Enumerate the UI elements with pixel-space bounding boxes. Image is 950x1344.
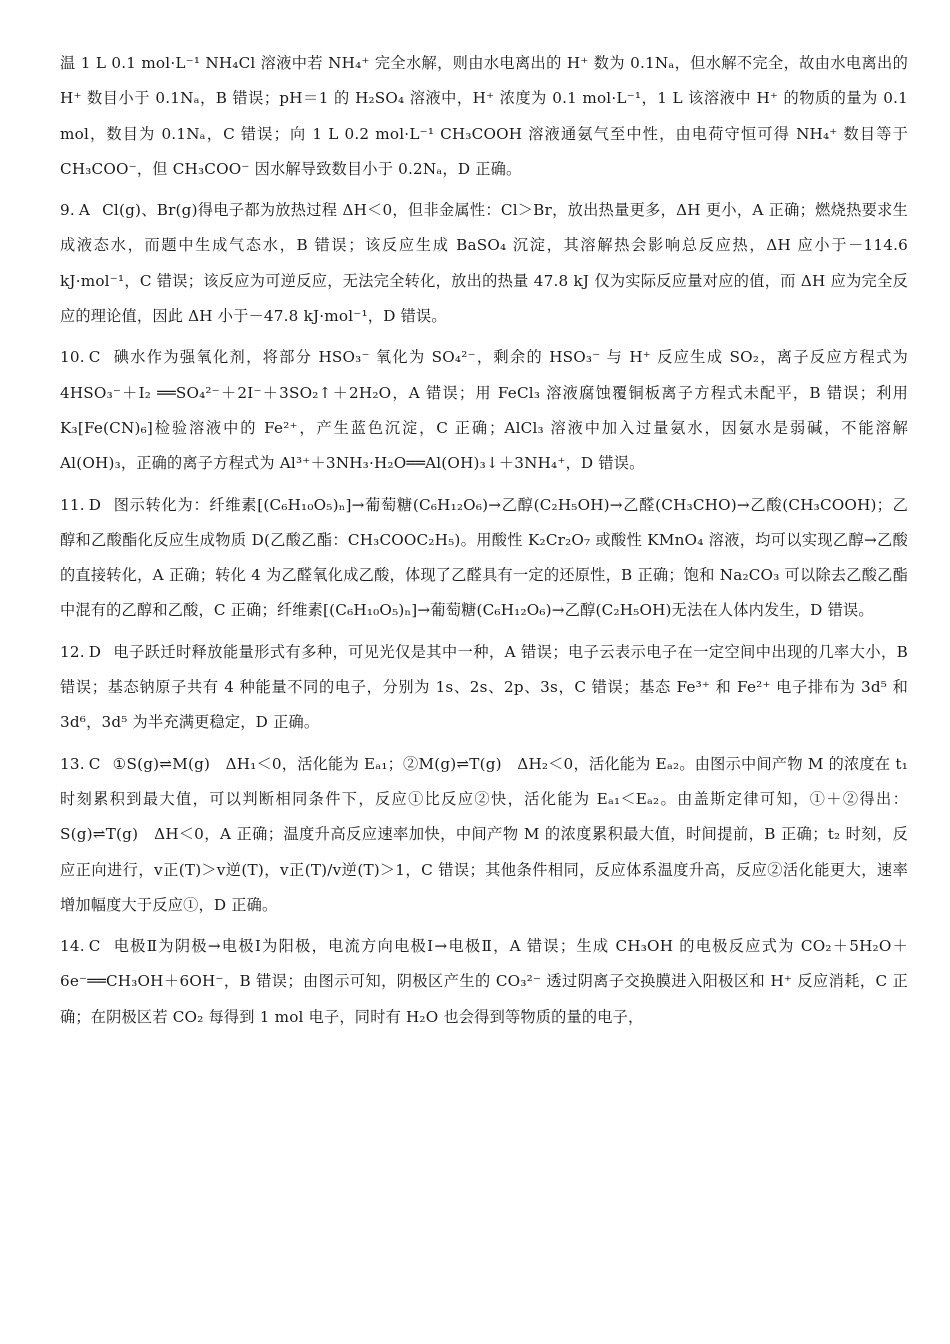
question-number: 14.: [60, 937, 85, 956]
answer-letter: C: [88, 754, 101, 773]
answer-letter: A: [78, 201, 91, 220]
paragraph-q8-continued: [60, 46, 908, 187]
paragraph-text: 电子跃迁时释放能量形式有多种，可见光仅是其中一种，A 错误；电子云表示电子在一定空间中出现的几率大小，B 错误；基态钠原子共有 4 种能量不同的电子，分别为 1s、2s、2p、3s，C 错误；基态 Fe³⁺ 和 Fe²⁺ 电子排布为 3d⁵ 和 3d⁶，3d⁵ 为半充满更稳定，D 正确。: [60, 642, 908, 732]
question-number: 9.: [60, 201, 75, 220]
paragraph-q9: [60, 193, 908, 334]
paragraph-text: 电极Ⅱ为阴极→电极Ⅰ为阳极，电流方向电极Ⅰ→电极Ⅱ，A 错误；生成 CH₃OH 的电极反应式为 CO₂＋5H₂O＋6e⁻══CH₃OH＋6OH⁻，B 错误；由图示可知，阴极区产生的 CO₃²⁻ 透过阴离子交换膜进入阳极区和 H⁺ 反应消耗，C 正确；在阴极区若 CO₂ 每得到 1 mol 电子，同时有 H₂O 也会得到等物质的量的电子，: [60, 937, 908, 1026]
paragraph-text: 图示转化为：纤维素[(C₆H₁₀O₅)ₙ]→葡萄糖(C₆H₁₂O₆)→乙醇(C₂H₅OH)→乙醛(CH₃CHO)→乙酸(CH₃COOH)；乙醇和乙酸酯化反应生成物质 D(乙酸乙酯：CH₃COOC₂H₅)。用酸性 K₂Cr₂O₇ 或酸性 KMnO₄ 溶液，均可以实现乙醇→乙酸的直接转化，A 正确；转化 4 为乙醛氧化成乙酸，体现了乙醛具有一定的还原性，B 正确；饱和 Na₂CO₃ 可以除去乙酸乙酯中混有的乙醇和乙酸，C 正确；纤维素[(C₆H₁₀O₅)ₙ]→葡萄糖(C₆H₁₂O₆)→乙醇(C₂H₅OH)无法在人体内发生，D 错误。: [60, 495, 908, 620]
paragraph-q12: [60, 635, 908, 741]
paragraph-text: Cl(g)、Br(g)得电子都为放热过程 ΔH＜0，但非金属性：Cl＞Br，放出热量更多，ΔH 更小，A 正确；燃烧热要求生成液态水，而题中生成气态水，B 错误；该反应生成 BaSO₄ 沉淀，其溶解热会影响总反应热，ΔH 应小于－114.6 kJ·mol⁻¹，C 错误；该反应为可逆反应，无法完全转化，放出的热量 47.8 kJ 仅为实际反应量对应的值，而 ΔH 应为完全反应的理论值，因此 ΔH 小于－47.8 kJ·mol⁻¹，D 错误。: [60, 201, 908, 326]
paragraph-text: 碘水作为强氧化剂，将部分 HSO₃⁻ 氧化为 SO₄²⁻，剩余的 HSO₃⁻ 与 H⁺ 反应生成 SO₂，离子反应方程式为 4HSO₃⁻＋I₂ ══SO₄²⁻＋2I⁻＋3SO₂↑＋2H₂O，A 错误；用 FeCl₃ 溶液腐蚀覆铜板离子方程式未配平，B 错误；利用 K₃[Fe(CN)₆]检验溶液中的 Fe²⁺，产生蓝色沉淀，C 正确；AlCl₃ 溶液中加入过量氨水，因氨水是弱碱，不能溶解 Al(OH)₃，正确的离子方程式为 Al³⁺＋3NH₃·H₂O══Al(OH)₃↓＋3NH₄⁺，D 错误。: [60, 348, 908, 473]
question-number: 10.: [60, 348, 85, 367]
answer-letter: C: [88, 937, 101, 956]
paragraph-q11: [60, 488, 908, 629]
question-number: 12.: [60, 642, 85, 661]
paragraph-text: 温 1 L 0.1 mol·L⁻¹ NH₄Cl 溶液中若 NH₄⁺ 完全水解，则由水电离出的 H⁺ 数为 0.1Nₐ，但水解不完全，故由水电离出的 H⁺ 数目小于 0.1Nₐ，B 错误；pH＝1 的 H₂SO₄ 溶液中，H⁺ 浓度为 0.1 mol·L⁻¹，1 L 该溶液中 H⁺ 的物质的量为 0.1 mol，数目为 0.1Nₐ，C 错误；向 1 L 0.2 mol·L⁻¹ CH₃COOH 溶液通氨气至中性，由电荷守恒可得 NH₄⁺ 数目等于 CH₃COO⁻，但 CH₃COO⁻ 因水解导致数目小于 0.2Nₐ，D 正确。: [60, 54, 908, 178]
answer-letter: D: [88, 642, 102, 661]
answer-letter: D: [88, 495, 102, 514]
answer-letter: C: [88, 348, 101, 367]
paragraph-q13: [60, 747, 908, 923]
question-number: 13.: [60, 754, 85, 773]
paragraph-q10: [60, 340, 908, 481]
paragraph-text: ①S(g)⇌M(g) ΔH₁＜0，活化能为 Eₐ₁；②M(g)⇌T(g) ΔH₂＜0，活化能为 Eₐ₂。由图示中间产物 M 的浓度在 t₁ 时刻累积到最大值，可以判断相同条件下，反应①比反应②快，活化能为 Eₐ₁＜Eₐ₂。由盖斯定律可知，①＋②得出：S(g)⇌T(g) ΔH＜0，A 正确；温度升高反应速率加快，中间产物 M 的浓度累积最大值，时间提前，B 正确；t₂ 时刻，反应正向进行，v正(T)＞v逆(T)，v正(T)/v逆(T)＞1，C 错误；其他条件相同，反应体系温度升高，反应②活化能更大，速率增加幅度大于反应①，D 正确。: [60, 754, 908, 914]
paragraph-q14: [60, 929, 908, 1035]
question-number: 11.: [60, 495, 85, 514]
